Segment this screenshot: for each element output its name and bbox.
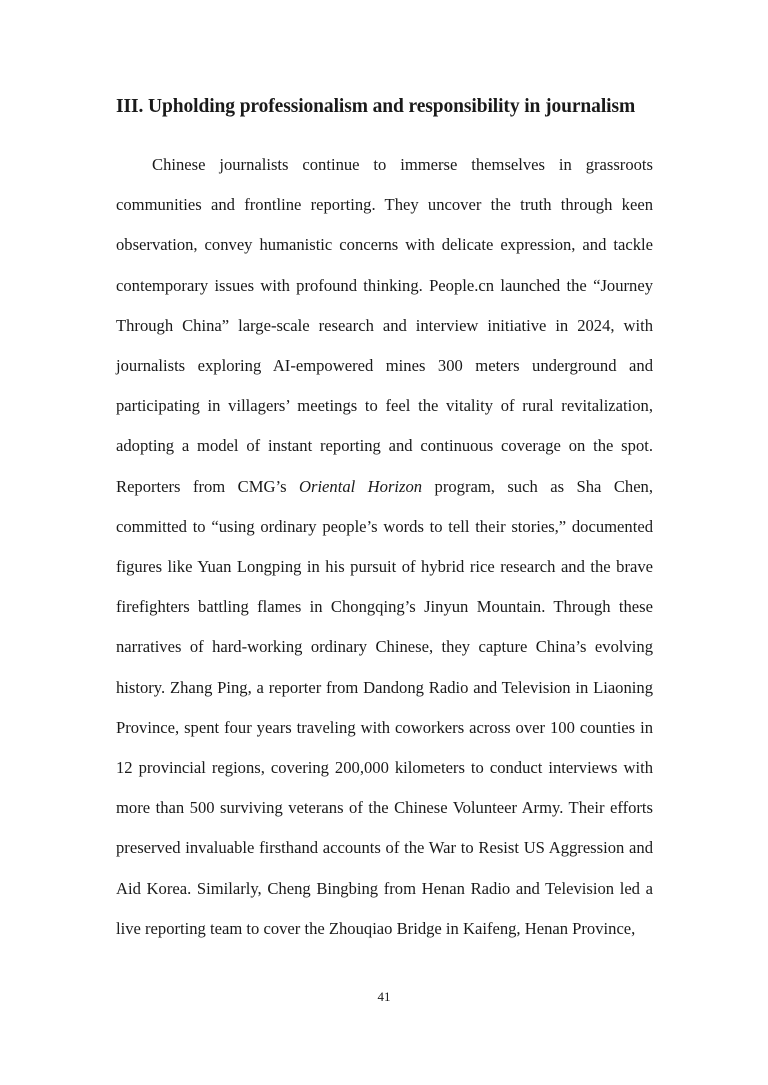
- section-heading: III. Upholding professionalism and responsibility in journalism: [116, 96, 636, 117]
- paragraph-text-part-1: Chinese journalists continue to immerse themselves in grassroots communities and frontline reporting. They uncover the truth through keen observation, convey humanistic concerns with delicate expression, and tackle contemporary issues with profound thinking. People.cn launched the “Journey Through China” large-scale research and interview initiative in 2024, with journalists exploring AI-empowered mines 300 meters underground and participating in villagers’ meetings to feel the vitality of rural revitalization, adopting a model of instant reporting and continuous coverage on the spot. Reporters from CMG’s: [116, 155, 653, 496]
- page-number: 41: [377, 989, 391, 1004]
- body-paragraph: [116, 145, 653, 949]
- paragraph-text-part-2: program, such as Sha Chen, committed to “using ordinary people’s words to tell their stories,” documented figures like Yuan Longping in his pursuit of hybrid rice research and the brave firefighters battling flames in Chongqing’s Jinyun Mountain. Through these narratives of hard-working ordinary Chinese, they capture China’s evolving history. Zhang Ping, a reporter from Dandong Radio and Television in Liaoning Province, spent four years traveling with coworkers across over 100 counties in 12 provincial regions, covering 200,000 kilometers to conduct interviews with more than 500 surviving veterans of the Chinese Volunteer Army. Their efforts preserved invaluable firsthand accounts of the War to Resist US Aggression and Aid Korea. Similarly, Cheng Bingbing from Henan Radio and Television led a live reporting team to cover the Zhouqiao Bridge in Kaifeng, Henan Province,: [116, 476, 654, 938]
- program-name-italic: Oriental Horizon: [299, 476, 423, 496]
